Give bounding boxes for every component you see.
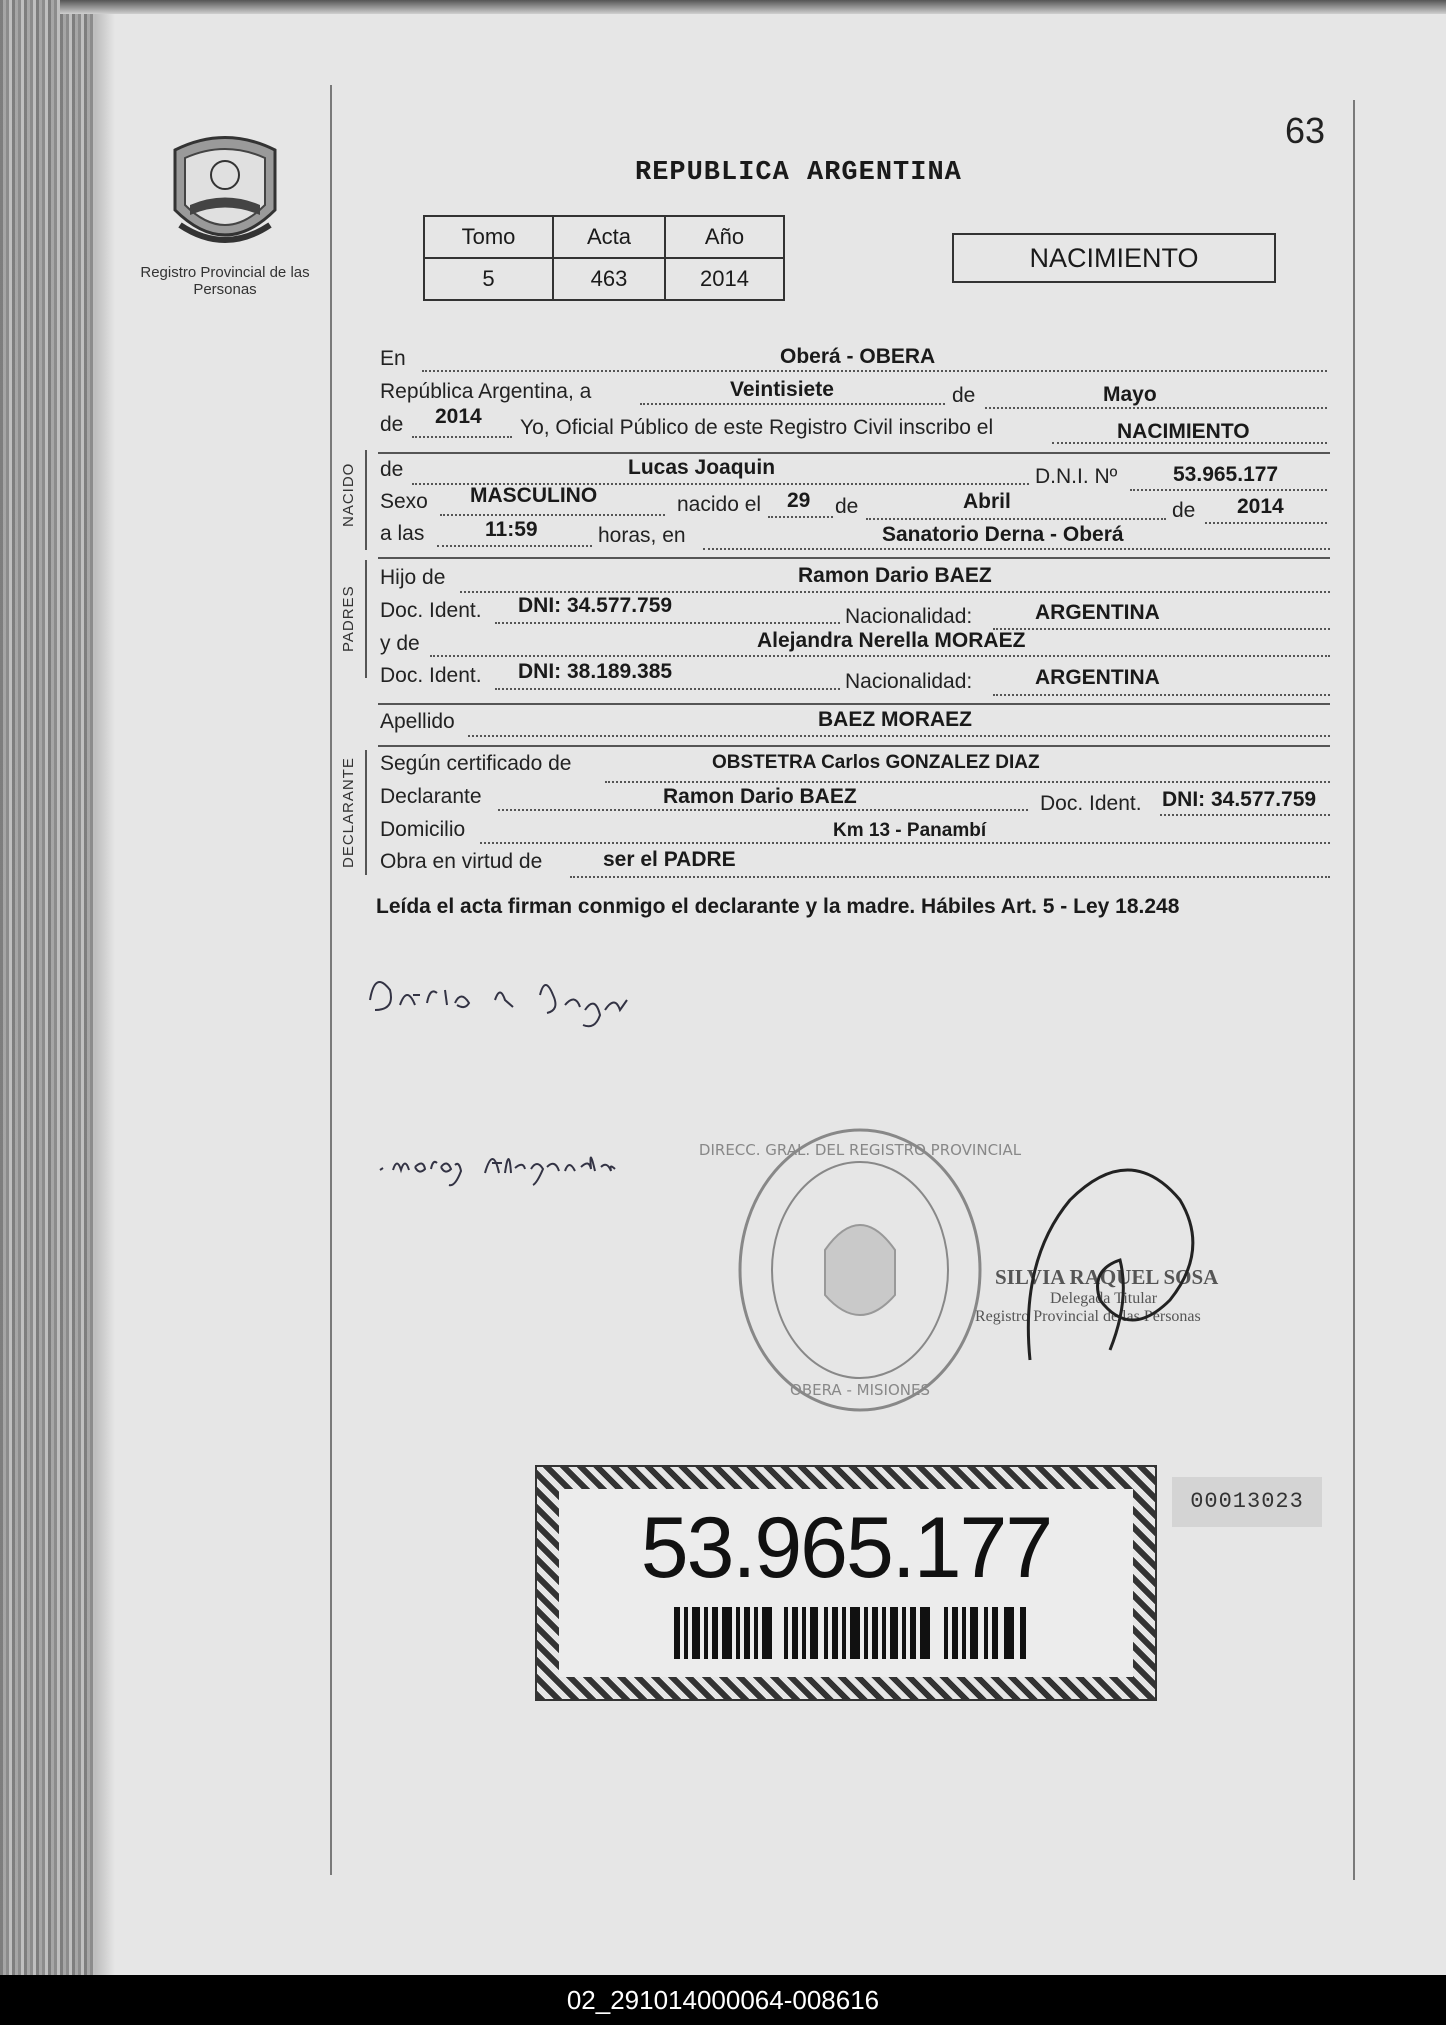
dotted-line <box>460 589 1330 593</box>
dotted-line <box>468 733 1330 737</box>
separator-line <box>378 745 1330 747</box>
birth-de2-label: de <box>1172 499 1196 522</box>
nacido-section-label: NACIDO <box>340 462 357 527</box>
value-acta: 463 <box>553 258 665 300</box>
official-name: SILVIA RAQUEL SOSA <box>995 1265 1219 1289</box>
decl-doc-label: Doc. Ident. <box>1040 792 1142 815</box>
dotted-line <box>993 626 1330 630</box>
nacido-el-label: nacido el <box>677 493 762 516</box>
value-tomo: 5 <box>424 258 553 300</box>
province-crest-logo <box>165 130 285 260</box>
month-value: Mayo <box>1103 383 1157 406</box>
separator-line <box>378 452 1330 454</box>
right-margin-line <box>1353 100 1355 1880</box>
section-bar <box>365 560 367 678</box>
declarante-label: Declarante <box>380 785 482 808</box>
apellido-value: BAEZ MORAEZ <box>818 708 972 731</box>
dotted-line <box>412 434 512 438</box>
value-ano: 2014 <box>665 258 784 300</box>
de2-label: de <box>380 413 404 436</box>
hijo-label: Hijo de <box>380 566 446 589</box>
official-stamp <box>698 1120 1022 1420</box>
country-title: REPUBLICA ARGENTINA <box>635 158 962 188</box>
mother-nat-label: Nacionalidad: <box>845 670 973 693</box>
dotted-line <box>495 620 840 624</box>
svg-text:OBERA - MISIONES: OBERA - MISIONES <box>790 1381 930 1399</box>
father-nationality: ARGENTINA <box>1035 601 1160 624</box>
barcode-bars <box>674 1607 1034 1659</box>
document-id-footer: 02_291014000064-008616 <box>0 1975 1446 2025</box>
cert-label: Según certificado de <box>380 752 572 775</box>
dotted-line <box>440 512 665 516</box>
horas-label: horas, en <box>598 524 686 547</box>
cert-value: OBSTETRA Carlos GONZALEZ DIAZ <box>712 752 1040 773</box>
birth-de-label: de <box>835 495 859 518</box>
birth-day: 29 <box>787 489 811 512</box>
barcode-inner <box>559 1489 1133 1677</box>
de-label: de <box>952 384 976 407</box>
mother-signature <box>375 1135 655 1195</box>
event-value: NACIMIENTO <box>1117 420 1250 443</box>
birth-year: 2014 <box>1237 495 1284 518</box>
mother-doc-label: Doc. Ident. <box>380 664 482 687</box>
record-table <box>423 215 785 301</box>
dotted-line <box>605 779 1330 783</box>
header-ano: Año <box>665 216 784 258</box>
dotted-line <box>437 543 592 547</box>
declarante-doc: DNI: 34.577.759 <box>1162 788 1317 811</box>
mother-name: Alejandra Nerella MORAEZ <box>757 629 1026 652</box>
dotted-line <box>430 653 1330 657</box>
mother-nationality: ARGENTINA <box>1035 666 1160 689</box>
dotted-line <box>1130 487 1327 491</box>
father-nat-label: Nacionalidad: <box>845 605 973 628</box>
child-dni: 53.965.177 <box>1173 463 1279 486</box>
separator-line <box>378 703 1330 705</box>
nacido-de-label: de <box>380 458 404 481</box>
separator-line <box>378 557 1330 559</box>
serial-number: 00013023 <box>1172 1477 1322 1527</box>
day-value: Veintisiete <box>730 378 834 401</box>
country-label: República Argentina, a <box>380 380 592 403</box>
sexo-value: MASCULINO <box>470 484 598 507</box>
father-name: Ramon Dario BAEZ <box>798 564 992 587</box>
year-value: 2014 <box>435 405 482 428</box>
father-doc: DNI: 34.577.759 <box>518 594 673 617</box>
declarant-signature <box>365 955 665 1045</box>
alas-label: a las <box>380 522 425 545</box>
domicilio-label: Domicilio <box>380 818 466 841</box>
apellido-label: Apellido <box>380 710 455 733</box>
yde-label: y de <box>380 632 420 655</box>
declarante-name: Ramon Dario BAEZ <box>663 785 857 808</box>
scan-edge-shadow <box>0 0 95 1975</box>
en-label: En <box>380 347 406 370</box>
dotted-line <box>570 874 1330 878</box>
dotted-line <box>1160 812 1330 816</box>
place-value: Oberá - OBERA <box>780 345 936 368</box>
obra-value: ser el PADRE <box>603 848 736 871</box>
section-bar <box>365 450 367 550</box>
page-number: 63 <box>1285 110 1326 151</box>
birth-place: Sanatorio Derna - Oberá <box>882 523 1124 546</box>
sexo-label: Sexo <box>380 490 428 513</box>
header-acta: Acta <box>553 216 665 258</box>
section-bar <box>365 750 367 875</box>
dotted-line <box>866 516 1166 520</box>
dotted-line <box>1205 520 1327 524</box>
barcode-number: 53.965.177 <box>640 1500 1052 1596</box>
mother-doc: DNI: 38.189.385 <box>518 660 673 683</box>
act-type-box: NACIMIENTO <box>952 233 1276 283</box>
scan-edge-fade <box>95 0 115 1975</box>
dni-label: D.N.I. Nº <box>1035 465 1118 488</box>
dotted-line <box>495 686 840 690</box>
closing-statement: Leída el acta firman conmigo el declarante y la madre. Hábiles Art. 5 - Ley 18.248 <box>376 895 1180 918</box>
dotted-line <box>768 514 833 518</box>
obra-label: Obra en virtud de <box>380 850 543 873</box>
barcode-label <box>535 1465 1157 1701</box>
padres-section-label: PADRES <box>340 585 357 652</box>
domicilio-value: Km 13 - Panambí <box>833 820 987 841</box>
header-tomo: Tomo <box>424 216 553 258</box>
dotted-line <box>993 692 1330 696</box>
official-role: Delegada Titular <box>1050 1290 1158 1307</box>
inscribo-label: Yo, Oficial Público de este Registro Civil inscribo el <box>520 416 994 439</box>
registry-name: Registro Provincial de las Personas <box>140 264 310 298</box>
father-doc-label: Doc. Ident. <box>380 599 482 622</box>
birth-month: Abril <box>963 490 1011 513</box>
official-office: Registro Provincial de las Personas <box>975 1308 1201 1325</box>
declarante-section-label: DECLARANTE <box>340 757 357 868</box>
svg-text:DIRECC. GRAL. DEL REGISTRO PRO: DIRECC. GRAL. DEL REGISTRO PROVINCIAL <box>698 1141 1022 1159</box>
child-name: Lucas Joaquin <box>628 456 776 479</box>
official-signature <box>1010 1140 1230 1380</box>
left-margin-line <box>330 85 332 1875</box>
scan-top-edge <box>60 0 1446 14</box>
birth-time: 11:59 <box>485 518 538 541</box>
